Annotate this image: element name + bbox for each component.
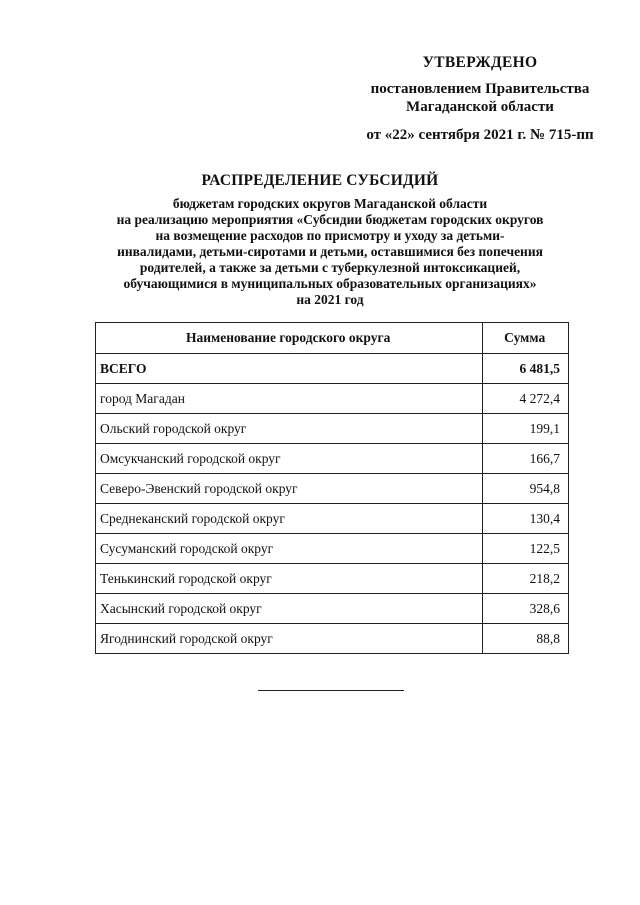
table-row bbox=[96, 474, 569, 504]
district-sum: 88,8 bbox=[483, 624, 569, 654]
table-row bbox=[96, 384, 569, 414]
district-name: Северо-Эвенский городской округ bbox=[96, 474, 483, 504]
total-sum: 6 481,5 bbox=[483, 354, 569, 384]
district-sum: 218,2 bbox=[483, 564, 569, 594]
district-sum: 130,4 bbox=[483, 504, 569, 534]
district-sum: 199,1 bbox=[483, 414, 569, 444]
header-sum: Сумма bbox=[483, 323, 569, 354]
subtitle-line: обучающимися в муниципальных образовательных организациях» bbox=[123, 276, 537, 291]
table-header-row bbox=[96, 323, 569, 354]
subtitle-line: бюджетам городских округов Магаданской области bbox=[172, 196, 488, 211]
district-name: Хасынский городской округ bbox=[96, 594, 483, 624]
approval-line-date: от «22» сентября 2021 г. № 715-пп bbox=[366, 127, 594, 143]
district-name: Сусуманский городской округ bbox=[96, 534, 483, 564]
table-row bbox=[96, 564, 569, 594]
approval-title: УТВЕРЖДЕНО bbox=[422, 54, 538, 71]
district-sum: 328,6 bbox=[483, 594, 569, 624]
district-name: Ягоднинский городской округ bbox=[96, 624, 483, 654]
approval-line-region: Магаданской области bbox=[406, 99, 554, 115]
subtitle-line: на возмещение расходов по присмотру и уходу за детьми- bbox=[155, 228, 505, 243]
subtitle-line: инвалидами, детьми-сиротами и детьми, оставшимися без попечения bbox=[117, 244, 543, 259]
header-district-name: Наименование городского округа bbox=[96, 323, 483, 354]
table-row bbox=[96, 534, 569, 564]
district-name: город Магадан bbox=[96, 384, 483, 414]
approval-line-decree: постановлением Правительства bbox=[370, 81, 590, 97]
table-row bbox=[96, 414, 569, 444]
subtitle-line: на 2021 год bbox=[296, 292, 364, 307]
document-subtitle bbox=[80, 196, 580, 308]
document-title: РАСПРЕДЕЛЕНИЕ СУБСИДИЙ bbox=[201, 172, 439, 189]
table-row bbox=[96, 624, 569, 654]
table-row bbox=[96, 594, 569, 624]
subsidy-table bbox=[95, 322, 569, 654]
district-name: Среднеканский городской округ bbox=[96, 504, 483, 534]
table-row bbox=[96, 504, 569, 534]
subtitle-line: на реализацию мероприятия «Субсидии бюджетам городских округов bbox=[116, 212, 544, 227]
table-total-row bbox=[96, 354, 569, 384]
district-name: Ольский городской округ bbox=[96, 414, 483, 444]
table-row bbox=[96, 444, 569, 474]
subtitle-line: родителей, а также за детьми с туберкулезной интоксикацией, bbox=[139, 260, 521, 275]
district-sum: 166,7 bbox=[483, 444, 569, 474]
district-sum: 954,8 bbox=[483, 474, 569, 504]
end-divider bbox=[258, 690, 404, 691]
district-name: Тенькинский городской округ bbox=[96, 564, 483, 594]
district-sum: 4 272,4 bbox=[483, 384, 569, 414]
district-sum: 122,5 bbox=[483, 534, 569, 564]
total-label: ВСЕГО bbox=[96, 354, 483, 384]
district-name: Омсукчанский городской округ bbox=[96, 444, 483, 474]
approval-block bbox=[360, 54, 600, 144]
